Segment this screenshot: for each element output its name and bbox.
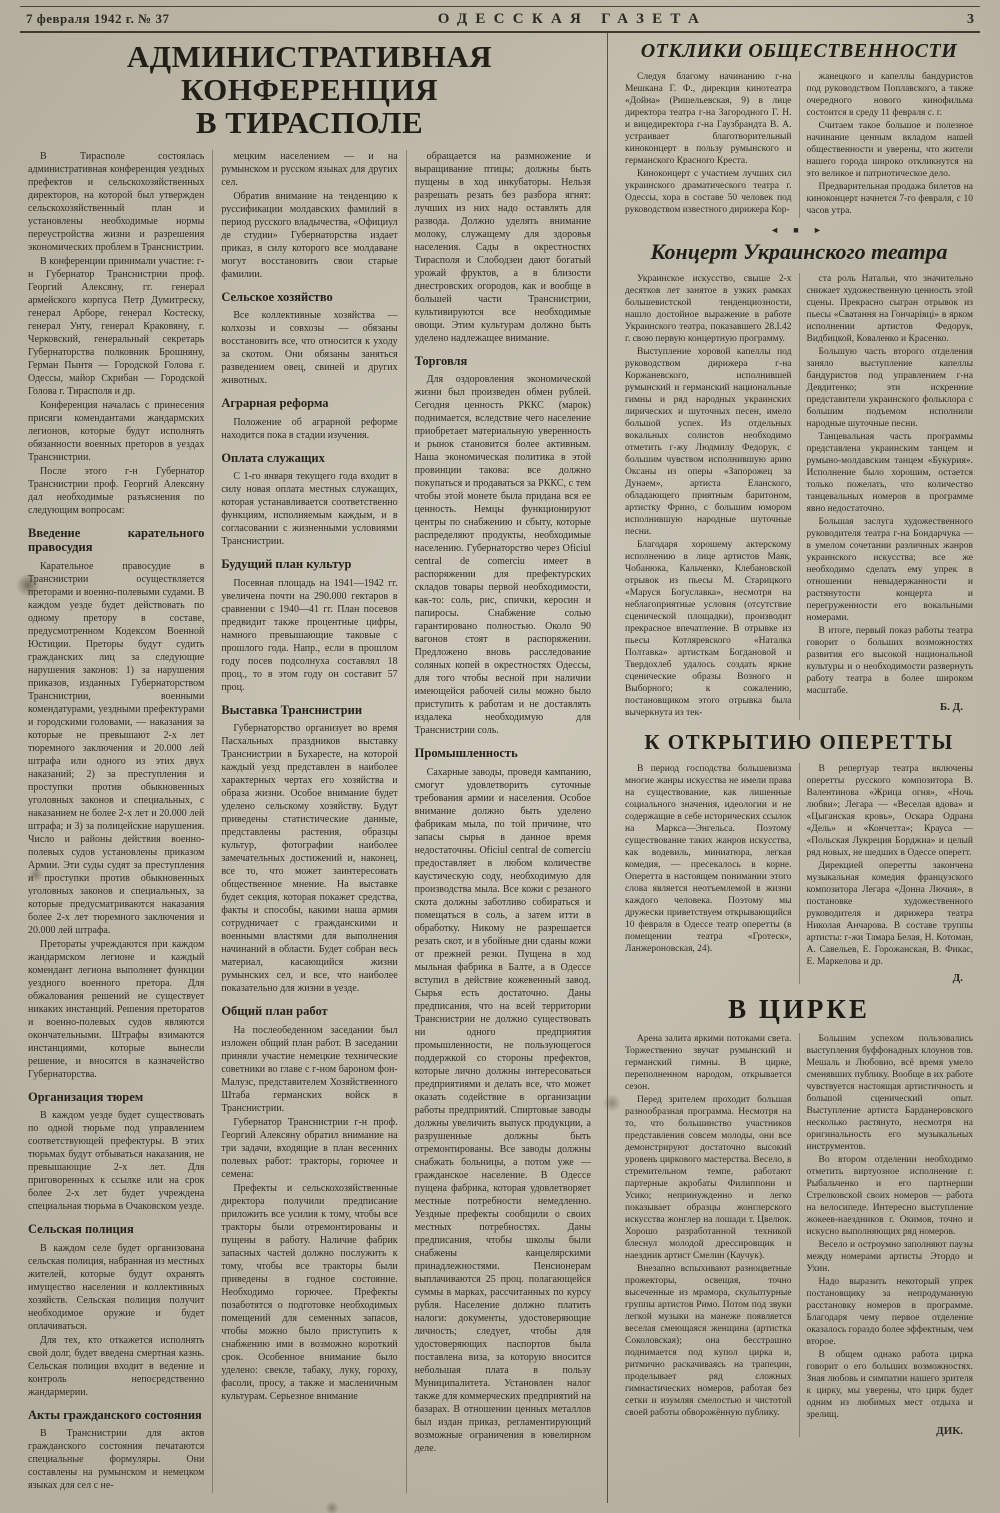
article-operetta xyxy=(618,730,980,984)
main-headline-line1: АДМИНИСТРАТИВНАЯ КОНФЕРЕНЦИЯ xyxy=(126,39,493,107)
conference-columns xyxy=(20,150,599,1494)
conference-column-1 xyxy=(20,150,212,1494)
subheading: Введение карательного правосудия xyxy=(28,525,205,555)
paragraph: Предварительная продажа билетов на киноконцерт начнется 7-го февраля, с 10 часов утра. xyxy=(806,182,973,216)
paragraph: Дирекцией оперетты закончена музыкальная комедия французского композитора Легара «Донна Лючия», в постановке художественного руководителя и дирижера театра Николая Анчарова. В составе труппы артисты: г-жи Тамара Белая, Н. Котоман, А. Савельев, Е. Горожанская, В. Фикас, Е. Маркелова и др. xyxy=(806,861,973,967)
paragraph: Сахарные заводы, проведя кампанию, смогут удовлетворить суточные требования армии и населения. Особое внимание должно быть уделено фабрикам мыла, по той причине, что запасы сырья в данное время недостаточны. Oficiul central de comerciu предоставляет в любом количестве каустическую соду, необходимую для производства мыла. Все кожи с резаного скота должны заботливо собираться и помещаться в соль, а затем итти в обработку. Никому не разрешается резать скот, и в убойные дни сданы кожи от прежней резки. Пущена в ход мыльная фабрика в Балте, а в Одессе вступил в действие кожевенный завод. Сырья есть достаточно. Даны предписания, что на всей территории Транснистрии не должно существовать ни одного предприятия промышленности, не пользующегося поддержкой со стороны префектов, которые лично должны интересоваться предприятиями и делать все, что может оказать содействие в организации работы предприятий. Спиртовые заводы должны увеличить выпуск продукции, а разрушенные должны быть отремонтированы. Все заводы должны снабжать больницы, а потом уже — гражданское население. В Одессе пущена фабрика, которая удовлетворяет местные потребности немедленно. Уездные префекты сообщили о своих местных потребностях. Даны предписания, чтобы школы были снабжены канцелярскими принадлежностями. Пенсионерам выплачиваются 25 проц. полагающейся суммы в марках, рассчитанных по курсу рубля. Население должно платить налоги: документы, удостоверяющие личность; следует, чтобы для удостоверяющих паспортов была поставлена виза, за которую вносится небольшая плата в пользу Муниципалитета. Установлен налог также для коммерческих предприятий на базарах. В отношении ценных металлов был издан приказ, регламентирующий возможные ограничения в ювелирном деле. xyxy=(414,766,591,1454)
article-conference xyxy=(20,33,608,1503)
paragraph: Губернаторство организует во время Пасхальных праздников выставку Транснистрии в Бухаресте, на которой каждый уезд представлен в наиболее характерных чертах его хозяйства и образа жизни. Особое внимание будет уделено сельскому хозяйству. Будут приведены статистические данные, представлены растения, образцы культур, фотографии наиболее замечательных достижений и, наконец, все то, что может заинтересовать общественное мнение. На выставке будет секция, которая покажет средства, факты и способы, какими наша армия сотрудничает с гражданскими и военными властями для выполнения начинаний в области. Будет собран весь материал, касающийся жизни румынских сел, и все, что наиболее показательно для жизни в уезде. xyxy=(221,723,398,995)
paragraph: Следуя благому начинанию г-на Мешкана Г. Ф., дирекция кинотеатра «Дойна» (Ришельевская, 9) в лице директора театра г-на Загородного Г. Н. и вицедиректора г-на Гаузбрандта В. А. устраивает благотворительный киноконцерт в пользу румынского и германского Красного Креста. xyxy=(625,72,792,166)
concert-column-1 xyxy=(618,273,799,720)
paragraph: В каждом селе будет организована сельская полиция, набранная из местных жителей, которые будут охранять имущество населения и коллективных хозяйств. Сельская полиция получит необходимое оружие и будет оплачиваться. xyxy=(28,1242,205,1332)
otkliki-column-2 xyxy=(799,71,981,218)
paragraph: С 1-го января текущего года входит в силу новая оплата местных служащих, которая устанавливается соответственно функциям, исполняемым каждым, и в согласовании с жизненными условиями Транснистрии. xyxy=(221,471,398,548)
subheading: Выставка Транснистрии xyxy=(221,702,363,717)
concert-headline: Концерт Украинского театра xyxy=(650,239,948,264)
subheading: Промышленность xyxy=(414,746,518,761)
paragraph: В каждом уезде будет существовать по одной тюрьме под управлением соответствующей префектуры. В этих тюрьмах будут отбываться наказания, не превышающие 2-х лет. Для приговоренных к ссылке или на срок более 2-х лет будет учреждена специальная тюрьма в Очаковском уезде. xyxy=(28,1110,205,1213)
page-content xyxy=(20,33,980,1503)
paragraph: Считаем такое большое и полезное начинание ценным вкладом нашей общественности и уверены, что жители нашего города широко откликнутся на это великое и патриотическое дело. xyxy=(806,121,973,179)
paragraph: Перед зрителем проходит большая разнообразная программа. Несмотря на то, что большинство участников представления совсем молоды, они все демонстрируют достаточно высокий уровень циркового мастерства. Весело, в стремительном темпе, работают партерные акробаты Филиппони и Усико; непринужденно и легко показывает образцы жонглерского искусства жонглер на лошади т. Цвелюк. Хорошо разработанной техникой блеснул молодой дрессировщик и наездник артист Смелин (Каучук). xyxy=(625,1095,792,1261)
otkliki-columns xyxy=(618,71,980,218)
paragraph: В репертуар театра включены оперетты русского композитора В. Валентинова «Жрица огня», «Ночь любви»; Легара — «Веселая вдова» и «Цыганская кровь», Оскара Одрана «Дель» и «Кончетта»; Крауса — «Польская Лукреция Борджиа» и целый ряд новых, не шедших в Одессе оперетт. xyxy=(806,764,973,858)
paragraph: В Тирасполе состоялась административная конференция уездных префектов и сельскохозяйственных директоров, на которой был утвержден сельскохозяйственный план и установлены необходимые нормы переустройства жизни и разрешения экономических проблем в Транснистрии. xyxy=(28,150,205,253)
paragraph: На послеобеденном заседании был изложен общий план работ. В заседании приняли участие немецкие технические советники во главе с г-ном бароном фон-Малузс, представителем Хозяйственного Штаба германских войск в Транснистрии. xyxy=(221,1024,398,1114)
author-signature: ДИК. xyxy=(936,1425,963,1437)
paragraph: Благодаря хорошему актерскому исполнению в лице артистов Маяк, Чобанюка, Кальченко, Клебановской отрывок из пьесы М. Старицкого «Маруся Богуславка», несмотря на неблагоприятные условия (отсутствие сценической площадки), производит прекрасное впечатление. В отрывке из пьесы Котляревского «Наталка Полтавка» артисткам Богдановой и Твердохлеб удалось создать яркие сценические образы Возного и Выборного; к сожалению, постановщиком этого отрывка была вычеркнута из тек- xyxy=(625,540,792,718)
circus-column-2 xyxy=(799,1033,981,1437)
masthead xyxy=(20,6,980,33)
paragraph: мецким населением — и на румынском и русском языках для других сел. xyxy=(221,150,398,188)
paragraph: Посевная площадь на 1941—1942 гг. увеличена почти на 290.000 гектаров в сравнении с 1940—41 гг. План посевов предвидит также процентные цифры, намного превышающие таковые с прошлого года. Напр., если в прошлом году посев подсолнуха составлял 18 проц., то в этом году он составит 57 проц. xyxy=(221,577,398,693)
paragraph: обращается на размножение и выращивание птицы; должны быть пущены в ход инкубаторы. Нельзя разрешать резать без разбора ягнят: лучших из них надо оставлять для развода. Должно уделять внимание молоку, служащему для здоровья населения. Сады в окрестностях Тирасполя и Слободзеи дают богатый урожай фруктов, а в близости днестровских огородов, как и вообще в большей части Транснистрии, культивируются все необходимые овощи. Этим культурам должно быть уделено надлежащее внимание. xyxy=(414,150,591,344)
paragraph: Все коллективные хозяйства — колхозы и совхозы — обязаны восстановить все, что относится к уходу за скотом. Они обязаны заняться разведением овец, свиней и других животных. xyxy=(221,310,398,387)
subheading: Акты гражданского состояния xyxy=(28,1407,202,1422)
ornament-divider-icon: ◄ ■ ► xyxy=(770,225,828,235)
paragraph: Киноконцерт с участием лучших сил украинского драматического театра г. Одессы, хора в составе 50 человек под руководством известного дирижера Кор- xyxy=(625,169,792,215)
paragraph: Весело и остроумно заполняют паузы между номерами артисты Этордо и Ухин. xyxy=(806,1240,973,1274)
paragraph: Танцевальная часть программы представлена украинским танцем и румыно-молдавским танцем «Букурия». Исполнение было хорошим, остается только пожелать, что количество танцевальных номеров в программе явно недостаточно. xyxy=(806,432,973,514)
paragraph: Губернатор Транснистрии г-н проф. Георгий Алексяну обратил внимание на три задачи, входящие в план весенних полевых работ: тракторы, горючее и семена: xyxy=(221,1116,398,1180)
paragraph: Претораты учреждаются при каждом жандармском легионе и каждый комендант легиона выполняет функции уездного военного претора. Для обжалования решений не существует никаких инстанций. Решения преторатов и военно-полевых судов являются окончательными. Штрафы взимаются инстанциями, которые вынесли решение, и вносятся в казначейство Губернаторства. xyxy=(28,938,205,1080)
paragraph: Украинское искусство, свыше 2-х десятков лет занятое в узких рамках большевистской тенденциозности, нашло достойное выражение в работе Украинского театра, показавшего 28.I.42 г. свою первую концертную программу. xyxy=(625,274,792,344)
paragraph: Большую часть второго отделения заняло выступление капеллы бандуристов под управлением г-на Девдитенко; эти искренние представители украинского фольклора с большим подъемом исполнили народные шуточные песни. xyxy=(806,347,973,429)
paragraph: Префекты и сельскохозяйственные директора получили предписание приложить все усилия к тому, чтобы все тракторы были отремонтированы и пущены в работу. Наличие фабрик запасных частей должно послужить к тому, чтобы все тракторы были приведены в годное состояние. Необходимо горючее. Префекты позаботятся о подготовке необходимых помещений для семенных запасов, чтобы можно было приступить к снабжению ими в возможно короткий срок. Особенное внимание было уделено: свекле, табаку, луку, гороху, фасоли, просу, а также и масленичным культурам. Серьезное внимание xyxy=(221,1182,398,1402)
circus-column-1 xyxy=(618,1033,799,1437)
conference-column-2 xyxy=(212,150,405,1494)
issue-date: 7 февраля 1942 г. № 37 xyxy=(26,11,170,26)
concert-column-2 xyxy=(799,273,981,720)
subheading: Общий план работ xyxy=(221,1004,328,1019)
paragraph: В общем однако работа цирка говорит о его больших возможностях. Зная любовь и симпатии нашего зрителя к цирку, мы уверены, что цирк будет одним из любимых мест отдыха и зрелищ. xyxy=(806,1350,973,1420)
paragraph: ста роль Натальи, что значительно снижает художественную ценность этой сцены. Прекрасно сыгран отрывок из пьесы «Сватання на Гончарівці» в ярком исполнении артистов Федорук, Видбицкой, Коваленко и Красенко. xyxy=(806,274,973,344)
paragraph: Положение об аграрной реформе находится пока в стадии изучения. xyxy=(221,416,398,441)
otkliki-column-1 xyxy=(618,71,799,218)
main-headline-line2: В ТИРАСПОЛЕ xyxy=(195,104,424,140)
paragraph: Для оздоровления экономической жизни был произведен обмен рублей. Сегодня ценность РККС (марок) поднимается, вследствие чего население приобретает материальную уверенность и рынок становится более активным. Наша экономическая политика в этой провинции такова: все должно покупаться и продаваться за РККС, с тем чтобы этой монете была придана вся ее ценность. Немцы функционируют центры по снабжению и сбыту, которые распределяют продукты, необходимые населению. Губернаторство через Oficiul central de comerciu имеет в распоряжении для префектурских складов товары первой необходимости, как-то: соль, рис, спички, керосин и папиросы. Снабжение солью гарантировано полностью. Около 90 вагонов стоят в распоряжении. Предложено вновь расследование соляных копей в окрестностях Одессы, для того чтобы весной при наличии имеющейся рабочей силы можно было приступить к работам и не доставлять издалека необходимую для Транснистрии соль. xyxy=(414,374,591,737)
circus-columns xyxy=(618,1033,980,1437)
paragraph: В Транснистрии для актов гражданского состояния печатаются специальные формуляры. Они составлены на румынском и немецком языках для сел с не- xyxy=(28,1428,205,1492)
author-signature: Д. xyxy=(952,972,963,984)
subheading: Будущий план культур xyxy=(221,557,352,572)
paragraph: Надо выразить некоторый упрек постановщику за непродуманную расстановку номеров в программе. Благодаря чему первое отделение оказалось гораздо более эффектным, чем второе. xyxy=(806,1277,973,1347)
paragraph: Обратив внимание на тенденцию к руссификации молдавских фамилий в период русского владычества, «Официул де студии» Губернаторства издает приказ, в силу которого все молдаване могут восстановить свои старые фамилии. xyxy=(221,190,398,280)
conference-column-3 xyxy=(406,150,599,1494)
otkliki-headline: ОТКЛИКИ ОБЩЕСТВЕННОСТИ xyxy=(640,40,958,62)
paragraph: Во втором отделении необходимо отметить виртуозное исполнение г. Рыбальченко и его партнерши Стрелковской своих номеров — работа на велосипеде. Интересно выступление жокеев-наездников г. Окимов, точно и искусно выполняющих ряд номеров. xyxy=(806,1155,973,1237)
subheading: Торговля xyxy=(414,353,468,368)
operetta-column-1 xyxy=(618,763,799,984)
paragraph: жанецкого и капеллы бандуристов под руководством Поплавского, а также очередного нового кинофильма состоится в среду 11 февраля с. г. xyxy=(806,72,973,118)
paragraph: В период господства большевизма многие жанры искусства не имели права на существование, как лишенные социального значения, идеологии и не содержащие в себе исторических ссылок на Маркса—Энгельса. Поэтому существование таких жанров искусства, как водевиль, миниатюра, легкая комедия, — пресекалось в корне. Оперетта в настоящем понимании этого слова является неотъемлемой в жизни каждого человека. Поэтому мы дружески приветствуем открывающийся 10 февраля в Одессе театр оперетты (в помещении театра «Гротеск», Ланжероновская, 24). xyxy=(625,764,792,954)
paragraph: Карательное правосудие в Транснистрии осуществляется преторами и военно-полевыми судами. В каждом уезде будет действовать по одному претору в составе, предусмотренном Кодексом Военной Юстиции. Преторы будут судить гражданских лиц за следующие нарушения законов: 1) за нарушения приказов, изданных Губернаторством Транснистрии, военными комендатурами, уездными префектурами и городскими головами, — наказания за которые не превышают 2-х лет тюремного заключения и 20.000 лей штрафа или одного из этих двух наказаний; 2) за преступления и проступки против обыкновенных уголовных законов и специальных, с наказанием не более 2-х лет и 20.000 лей штрафа; и 3) за полицейские нарушения. Число и районы действия военно-полевых судов установлены приказом Армии. Эти суды судят за преступления и проступки против обыкновенных уголовных законов и специальных, за которые предусматриваются наказания более 2-х лет тюремного заключения и 20.000 лей штрафа. xyxy=(28,560,205,936)
operetta-column-2 xyxy=(799,763,981,984)
subheading: Сельская полиция xyxy=(28,1222,134,1237)
page-number: 3 xyxy=(967,12,974,27)
paragraph: Для тех, кто откажется исполнять свой долг, будет введена смертная казнь. Сельская полиция входит в ведение и контроль непосредственно жандармерии. xyxy=(28,1334,205,1398)
right-column-articles xyxy=(608,33,980,1503)
concert-columns xyxy=(618,273,980,720)
circus-headline: В ЦИРКЕ xyxy=(728,994,870,1024)
paragraph: В конференции принимали участие: г-н Губернатор Транснистрии проф. Георгий Алексяну, гг. генерал армейского корпуса Петр Думитреску, генерал Арборе, генерал Костеску, генерал Унту, генерал Краковяну, г. Черковский, генеральный секретарь Губернаторства полковник Брошняну, Герман Пынтя — Городской Голова г. Одессы, майор Скрибан — Городской Голова г. Тирасполя и др. xyxy=(28,255,205,397)
paragraph: Внезапно вспыхивают разноцветные прожекторы, освещая, точно высеченные из мрамора, скульптурные группы артистов Римо. Потом под звуки легкой музыки на манеже появляется веселая смеющаяся женщина (артистка Соколовская); она бесстрашно поднимается под купол цирка и, ритмично раскачиваясь на трапеции, проделывает ряд сложных гимнастических номеров, работая без сетки и изумляя смелостью и чистотой своей работы обворожённую публику. xyxy=(625,1264,792,1418)
author-signature: Б. Д. xyxy=(939,701,963,713)
subheading: Сельское хозяйство xyxy=(221,289,333,304)
subheading: Аграрная реформа xyxy=(221,396,329,411)
paragraph: В итоге, первый показ работы театра говорит о больших возможностях развития его высокой национальной культуры и о необходимости развернуть работу театра в более широком масштабе. xyxy=(806,626,973,696)
paragraph: Конференция началась с принесения присяги комендантами жандармских легионов, которые будут исполнять обязанности военных преторов в уездах Транснистрии. xyxy=(28,399,205,463)
paragraph: Большая заслуга художественного руководителя театра г-на Бондарчука — в умелом сочетании различных жанров украинского искусства; все же необходимо сделать ему упрек в отношении невыдержанности и растянутости концерта и перегруженности его вокальными номерами. xyxy=(806,517,973,623)
paragraph: Арена залита яркими потоками света. Торжественно звучат румынский и германский гимны. В цирке, переполненном народом, открывается сезон. xyxy=(625,1034,792,1092)
newspaper-title: ОДЕССКАЯ ГАЗЕТА xyxy=(437,11,708,27)
subheading: Оплата служащих xyxy=(221,450,325,465)
subheading: Организация тюрем xyxy=(28,1089,144,1104)
article-concert xyxy=(618,239,980,720)
paragraph: Большим успехом пользовались выступления буффонадных клоунов тов. Мешаль и Любовио, всё время умело сменявших публику. Вообще в их работе чувствуется настоящая артистичность и большой сценический опыт. Выступление артиста Барданеровского несколько растянуто, несмотря на оригинальность его музыкальных инструментов. xyxy=(806,1034,973,1152)
paragraph: После этого г-н Губернатор Транснистрии проф. Георгий Алексяну дал необходимые разъяснения по следующим вопросам: xyxy=(28,465,205,516)
operetta-headline: К ОТКРЫТИЮ ОПЕРЕТТЫ xyxy=(644,730,954,754)
operetta-columns xyxy=(618,763,980,984)
paragraph: Выступление хоровой капеллы под руководством дирижера г-на Коржаневского, исполнившей румынский и германский национальные гимны и ряд народных украинских лирических и шуточных песен, имело большой успех. Из отдельных вокальных солистов необходимо отметить г-жу Людмилу Федорук, с большим чувством исполнившую арию Оксаны из оперы «Запорожец за Дунаем», артиста Еланского, обладающего приятным баритоном, артистку Фрино, с большим юмором исполнившую народные шуточные песни. xyxy=(625,347,792,537)
article-otkliki xyxy=(618,40,980,218)
main-headline xyxy=(20,41,599,140)
article-circus xyxy=(618,994,980,1437)
